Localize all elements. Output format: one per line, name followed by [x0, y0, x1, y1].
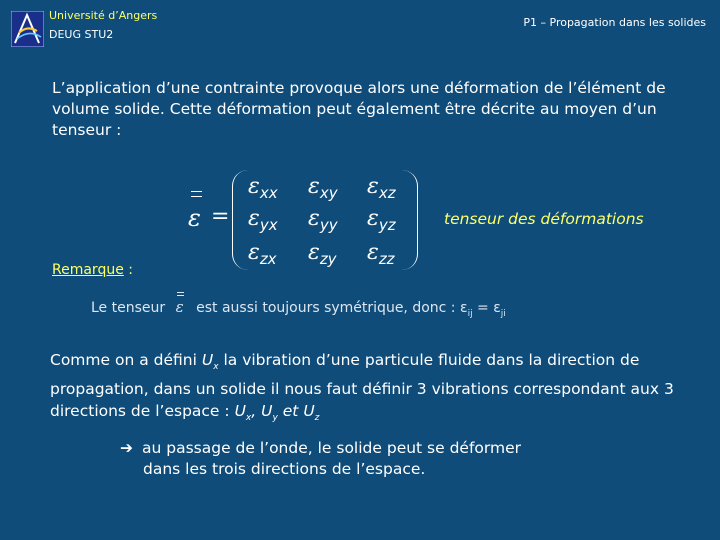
- left-parenthesis: [232, 170, 249, 270]
- matrix-cell-yx: εyx: [248, 206, 278, 234]
- double-bar-mark: [191, 191, 202, 197]
- right-parenthesis: [401, 170, 418, 270]
- matrix-cell-yy: εyy: [308, 206, 338, 234]
- tensor-label: tenseur des déformations: [444, 210, 644, 228]
- intro-paragraph: L’application d’une contrainte provoque alors une déformation de l’élément de volume solide. Cette déformation peut également être décrite au moyen d’un tenseur :: [52, 79, 666, 139]
- university-logo-icon: [11, 11, 44, 47]
- university-name: Université d’Angers: [49, 9, 158, 22]
- tensor-symbol: ε: [188, 204, 201, 232]
- matrix-cell-zz: εzz: [367, 240, 395, 268]
- matrix-cell-xz: εxz: [367, 174, 396, 202]
- matrix-cell-xx: εxx: [248, 174, 278, 202]
- matrix-cell-xy: εxy: [308, 174, 338, 202]
- arrow-right-icon: ➔: [120, 439, 133, 457]
- inline-tensor-symbol: ε: [176, 298, 184, 316]
- equals-sign: =: [211, 204, 230, 229]
- remark-text: Le tenseur ε est aussi toujours symétrique, donc : $\varepsilon_{ij} = \varepsilon_{ji}$: [91, 298, 506, 319]
- matrix-cell-zy: εzy: [308, 240, 337, 268]
- vibration-paragraph: Comme on a défini $U_x$ la vibration d’une particule fluide dans la direction de propagation, dans un solide il nous faut définir 3 vibrations correspondant aux 3 directions de l’espace : $U_x$, $U_y$ et $U_z$: [50, 351, 674, 424]
- strain-tensor-equation: [176, 164, 426, 274]
- chapter-title: P1 – Propagation dans les solides: [523, 16, 706, 29]
- conclusion-bullet: ➔ au passage de l’onde, le solide peut se déformer dans les trois directions de l’espace.: [120, 439, 522, 478]
- matrix-cell-yz: εyz: [367, 206, 396, 234]
- matrix-cell-zx: εzx: [248, 240, 277, 268]
- remark-heading: Remarque :: [52, 262, 133, 278]
- course-name: DEUG STU2: [49, 28, 114, 41]
